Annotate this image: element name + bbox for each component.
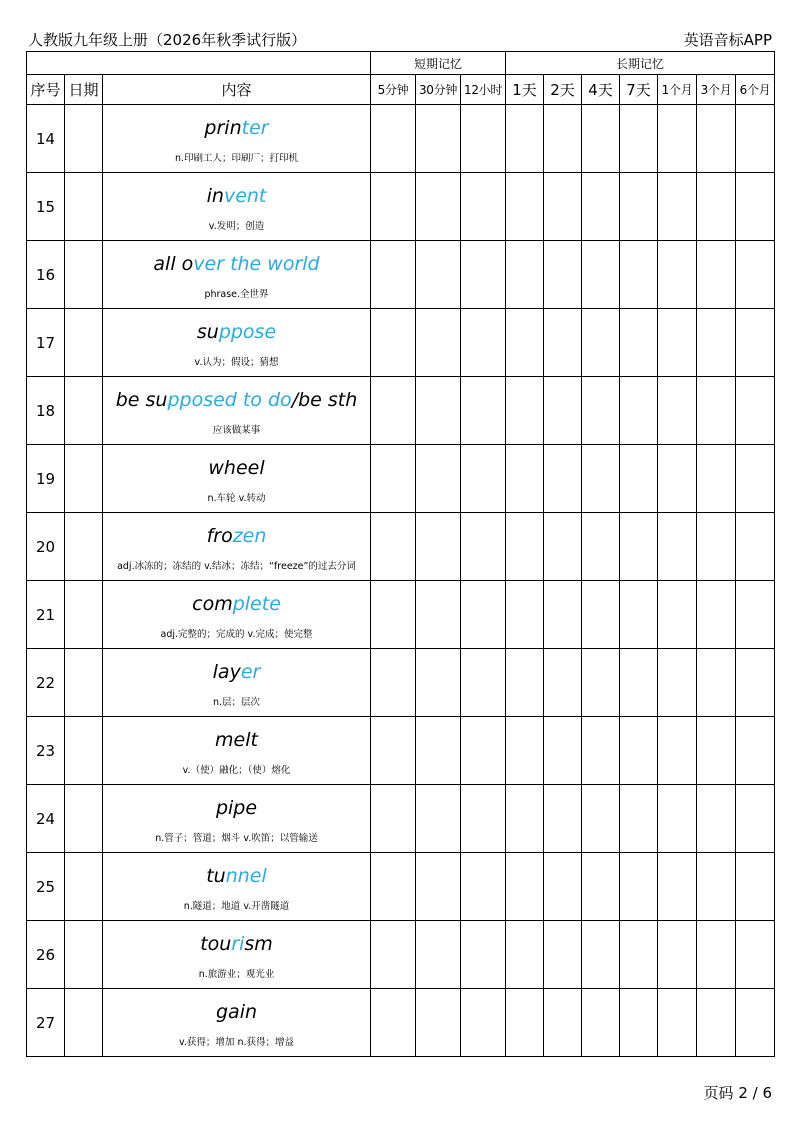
vocab-word xyxy=(103,455,370,481)
review-checkbox-cell[interactable] xyxy=(658,377,697,445)
review-checkbox-cell[interactable] xyxy=(736,445,775,513)
word-part: lay xyxy=(212,660,241,683)
vocab-meaning: 应该做某事 xyxy=(212,424,261,436)
review-checkbox-cell[interactable] xyxy=(658,717,697,785)
vocab-meaning: n.印刷工人；印刷厂；打印机 xyxy=(174,152,299,164)
date-cell[interactable] xyxy=(65,989,103,1057)
word-highlight: ter xyxy=(241,116,269,139)
review-checkbox-cell[interactable] xyxy=(658,581,697,649)
review-checkbox-cell[interactable] xyxy=(416,309,461,377)
review-checkbox-cell[interactable] xyxy=(506,921,544,989)
row-number: 25 xyxy=(27,853,65,921)
date-cell[interactable] xyxy=(65,853,103,921)
word-part: tou xyxy=(200,932,232,955)
word-part: su xyxy=(196,320,219,343)
word-highlight: ppose xyxy=(218,320,277,343)
review-checkbox-cell[interactable] xyxy=(736,309,775,377)
review-checkbox-cell[interactable] xyxy=(736,173,775,241)
review-checkbox-cell[interactable] xyxy=(416,785,461,853)
vocab-word xyxy=(103,387,370,413)
review-checkbox-cell[interactable] xyxy=(582,445,620,513)
vocab-word xyxy=(103,251,370,277)
review-checkbox-cell[interactable] xyxy=(506,309,544,377)
review-checkbox-cell[interactable] xyxy=(582,989,620,1057)
review-checkbox-cell[interactable] xyxy=(736,581,775,649)
review-checkbox-cell[interactable] xyxy=(736,785,775,853)
row-number: 18 xyxy=(27,377,65,445)
review-checkbox-cell[interactable] xyxy=(582,241,620,309)
word-part: /be sth xyxy=(291,388,358,411)
vocab-meaning: n.隧道；地道 v.开凿隧道 xyxy=(183,900,290,912)
content-cell xyxy=(103,989,371,1057)
review-checkbox-cell[interactable] xyxy=(416,105,461,173)
review-checkbox-cell[interactable] xyxy=(416,513,461,581)
row-number: 14 xyxy=(27,105,65,173)
review-checkbox-cell[interactable] xyxy=(736,377,775,445)
review-checkbox-cell[interactable] xyxy=(620,241,658,309)
review-checkbox-cell[interactable] xyxy=(736,649,775,717)
review-checkbox-cell[interactable] xyxy=(371,173,416,241)
review-checkbox-cell[interactable] xyxy=(461,853,506,921)
vocab-word xyxy=(103,523,370,549)
review-checkbox-cell[interactable] xyxy=(461,785,506,853)
review-checkbox-cell[interactable] xyxy=(582,785,620,853)
review-checkbox-cell[interactable] xyxy=(697,581,736,649)
date-cell[interactable] xyxy=(65,785,103,853)
review-checkbox-cell[interactable] xyxy=(506,513,544,581)
review-checkbox-cell[interactable] xyxy=(461,581,506,649)
vocab-word xyxy=(103,931,370,957)
row-number: 15 xyxy=(27,173,65,241)
review-checkbox-cell[interactable] xyxy=(658,445,697,513)
review-checkbox-cell[interactable] xyxy=(371,717,416,785)
review-checkbox-cell[interactable] xyxy=(461,105,506,173)
review-checkbox-cell[interactable] xyxy=(461,377,506,445)
content-cell xyxy=(103,853,371,921)
review-checkbox-cell[interactable] xyxy=(697,445,736,513)
review-checkbox-cell[interactable] xyxy=(461,445,506,513)
review-checkbox-cell[interactable] xyxy=(620,377,658,445)
date-cell[interactable] xyxy=(65,513,103,581)
content-cell xyxy=(103,309,371,377)
date-cell[interactable] xyxy=(65,445,103,513)
review-checkbox-cell[interactable] xyxy=(697,173,736,241)
content-cell xyxy=(103,649,371,717)
word-part: fro xyxy=(206,524,233,547)
review-checkbox-cell[interactable] xyxy=(461,241,506,309)
review-checkbox-cell[interactable] xyxy=(658,513,697,581)
review-checkbox-cell[interactable] xyxy=(506,853,544,921)
review-checkbox-cell[interactable] xyxy=(582,513,620,581)
review-checkbox-cell[interactable] xyxy=(416,853,461,921)
vocab-word xyxy=(103,999,370,1025)
vocab-word xyxy=(103,659,370,685)
header-group-blank xyxy=(27,52,371,75)
header-group-row xyxy=(27,52,775,75)
vocab-meaning: n.车轮 v.转动 xyxy=(207,492,266,504)
review-checkbox-cell[interactable] xyxy=(658,105,697,173)
col-date-header: 日期 xyxy=(65,75,103,105)
row-number: 19 xyxy=(27,445,65,513)
review-checkbox-cell[interactable] xyxy=(544,173,582,241)
table-row xyxy=(27,105,775,173)
word-part: gain xyxy=(215,1000,258,1023)
vocabulary-review-table xyxy=(26,51,775,1057)
vocab-word xyxy=(103,115,370,141)
review-checkbox-cell[interactable] xyxy=(506,717,544,785)
review-checkbox-cell[interactable] xyxy=(416,445,461,513)
review-checkbox-cell[interactable] xyxy=(416,717,461,785)
vocab-word xyxy=(103,795,370,821)
review-checkbox-cell[interactable] xyxy=(371,649,416,717)
date-cell[interactable] xyxy=(65,921,103,989)
review-checkbox-cell[interactable] xyxy=(506,105,544,173)
vocab-word xyxy=(103,863,370,889)
review-checkbox-cell[interactable] xyxy=(371,581,416,649)
review-checkbox-cell[interactable] xyxy=(697,989,736,1057)
word-part: all o xyxy=(153,252,194,275)
vocab-meaning: v.认为；假设；猜想 xyxy=(194,356,279,368)
review-checkbox-cell[interactable] xyxy=(620,513,658,581)
review-checkbox-cell[interactable] xyxy=(697,513,736,581)
content-cell xyxy=(103,105,371,173)
review-checkbox-cell[interactable] xyxy=(582,921,620,989)
review-checkbox-cell[interactable] xyxy=(658,853,697,921)
table-row xyxy=(27,785,775,853)
table-row xyxy=(27,513,775,581)
review-checkbox-cell[interactable] xyxy=(582,309,620,377)
row-number: 17 xyxy=(27,309,65,377)
review-checkbox-cell[interactable] xyxy=(371,853,416,921)
review-checkbox-cell[interactable] xyxy=(506,445,544,513)
review-checkbox-cell[interactable] xyxy=(697,309,736,377)
date-cell[interactable] xyxy=(65,581,103,649)
col-2d-header: 2天 xyxy=(544,75,582,105)
date-cell[interactable] xyxy=(65,105,103,173)
col-5min-header: 5分钟 xyxy=(371,75,416,105)
review-checkbox-cell[interactable] xyxy=(582,105,620,173)
vocab-word xyxy=(103,319,370,345)
col-content-header: 内容 xyxy=(103,75,371,105)
review-checkbox-cell[interactable] xyxy=(461,513,506,581)
review-checkbox-cell[interactable] xyxy=(506,989,544,1057)
word-part: pipe xyxy=(215,796,258,819)
content-cell xyxy=(103,377,371,445)
review-checkbox-cell[interactable] xyxy=(461,649,506,717)
vocab-meaning: adj.完整的；完成的 v.完成；使完整 xyxy=(160,628,313,640)
review-checkbox-cell[interactable] xyxy=(697,853,736,921)
review-checkbox-cell[interactable] xyxy=(416,377,461,445)
review-checkbox-cell[interactable] xyxy=(544,717,582,785)
content-cell xyxy=(103,513,371,581)
table-row xyxy=(27,989,775,1057)
table-row xyxy=(27,377,775,445)
review-checkbox-cell[interactable] xyxy=(658,309,697,377)
review-checkbox-cell[interactable] xyxy=(544,989,582,1057)
review-checkbox-cell[interactable] xyxy=(697,921,736,989)
content-cell xyxy=(103,173,371,241)
review-checkbox-cell[interactable] xyxy=(582,581,620,649)
word-highlight: plete xyxy=(232,592,281,615)
review-checkbox-cell[interactable] xyxy=(544,241,582,309)
review-checkbox-cell[interactable] xyxy=(544,785,582,853)
review-checkbox-cell[interactable] xyxy=(736,241,775,309)
review-checkbox-cell[interactable] xyxy=(697,377,736,445)
word-highlight: pposed to do xyxy=(167,388,292,411)
review-checkbox-cell[interactable] xyxy=(620,717,658,785)
review-checkbox-cell[interactable] xyxy=(544,921,582,989)
table-row xyxy=(27,853,775,921)
date-cell[interactable] xyxy=(65,173,103,241)
review-checkbox-cell[interactable] xyxy=(658,921,697,989)
review-checkbox-cell[interactable] xyxy=(506,785,544,853)
review-checkbox-cell[interactable] xyxy=(461,717,506,785)
word-highlight: ver the world xyxy=(193,252,320,275)
row-number: 27 xyxy=(27,989,65,1057)
review-checkbox-cell[interactable] xyxy=(544,513,582,581)
review-checkbox-cell[interactable] xyxy=(371,785,416,853)
review-checkbox-cell[interactable] xyxy=(620,445,658,513)
review-checkbox-cell[interactable] xyxy=(697,785,736,853)
col-4d-header: 4天 xyxy=(582,75,620,105)
review-checkbox-cell[interactable] xyxy=(736,853,775,921)
word-part: in xyxy=(206,184,224,207)
review-checkbox-cell[interactable] xyxy=(736,921,775,989)
word-highlight: nnel xyxy=(225,864,267,887)
content-cell xyxy=(103,717,371,785)
table-row xyxy=(27,581,775,649)
review-checkbox-cell[interactable] xyxy=(506,649,544,717)
document-title: 人教版九年级上册（2026年秋季试行版） xyxy=(28,31,307,49)
review-checkbox-cell[interactable] xyxy=(658,989,697,1057)
table-row xyxy=(27,717,775,785)
col-seq-header: 序号 xyxy=(27,75,65,105)
vocab-meaning: v.（使）融化；（使）熔化 xyxy=(182,764,291,776)
row-number: 21 xyxy=(27,581,65,649)
review-checkbox-cell[interactable] xyxy=(416,649,461,717)
review-checkbox-cell[interactable] xyxy=(620,785,658,853)
review-checkbox-cell[interactable] xyxy=(582,173,620,241)
table-row xyxy=(27,309,775,377)
table-row xyxy=(27,445,775,513)
header-column-row xyxy=(27,75,775,105)
vocab-meaning: n.旅游业；观光业 xyxy=(198,968,275,980)
col-3m-header: 3个月 xyxy=(697,75,736,105)
review-checkbox-cell[interactable] xyxy=(658,785,697,853)
review-checkbox-cell[interactable] xyxy=(461,989,506,1057)
date-cell[interactable] xyxy=(65,377,103,445)
review-checkbox-cell[interactable] xyxy=(416,173,461,241)
review-checkbox-cell[interactable] xyxy=(736,989,775,1057)
review-checkbox-cell[interactable] xyxy=(416,581,461,649)
date-cell[interactable] xyxy=(65,717,103,785)
row-number: 26 xyxy=(27,921,65,989)
review-checkbox-cell[interactable] xyxy=(544,105,582,173)
word-highlight: ri xyxy=(231,932,245,955)
word-highlight: zen xyxy=(232,524,267,547)
row-number: 20 xyxy=(27,513,65,581)
review-checkbox-cell[interactable] xyxy=(544,581,582,649)
review-checkbox-cell[interactable] xyxy=(658,173,697,241)
review-checkbox-cell[interactable] xyxy=(697,649,736,717)
review-checkbox-cell[interactable] xyxy=(506,173,544,241)
review-checkbox-cell[interactable] xyxy=(658,241,697,309)
review-checkbox-cell[interactable] xyxy=(620,581,658,649)
word-highlight: er xyxy=(240,660,261,683)
vocab-word xyxy=(103,183,370,209)
review-checkbox-cell[interactable] xyxy=(506,377,544,445)
col-1m-header: 1个月 xyxy=(658,75,697,105)
review-checkbox-cell[interactable] xyxy=(461,921,506,989)
review-checkbox-cell[interactable] xyxy=(582,649,620,717)
review-checkbox-cell[interactable] xyxy=(736,105,775,173)
review-checkbox-cell[interactable] xyxy=(544,853,582,921)
content-cell xyxy=(103,445,371,513)
review-checkbox-cell[interactable] xyxy=(582,377,620,445)
date-cell[interactable] xyxy=(65,241,103,309)
review-checkbox-cell[interactable] xyxy=(371,445,416,513)
review-checkbox-cell[interactable] xyxy=(371,513,416,581)
review-checkbox-cell[interactable] xyxy=(544,377,582,445)
review-checkbox-cell[interactable] xyxy=(544,649,582,717)
review-checkbox-cell[interactable] xyxy=(371,309,416,377)
row-number: 22 xyxy=(27,649,65,717)
review-checkbox-cell[interactable] xyxy=(620,989,658,1057)
vocab-word xyxy=(103,591,370,617)
col-6m-header: 6个月 xyxy=(736,75,775,105)
review-checkbox-cell[interactable] xyxy=(506,241,544,309)
vocab-meaning: n.层；层次 xyxy=(212,696,261,708)
review-checkbox-cell[interactable] xyxy=(371,105,416,173)
review-checkbox-cell[interactable] xyxy=(506,581,544,649)
review-checkbox-cell[interactable] xyxy=(620,105,658,173)
content-cell xyxy=(103,785,371,853)
col-7d-header: 7天 xyxy=(620,75,658,105)
review-checkbox-cell[interactable] xyxy=(620,649,658,717)
review-checkbox-cell[interactable] xyxy=(371,241,416,309)
review-checkbox-cell[interactable] xyxy=(461,173,506,241)
review-checkbox-cell[interactable] xyxy=(544,445,582,513)
word-part: be su xyxy=(115,388,168,411)
content-cell xyxy=(103,921,371,989)
review-checkbox-cell[interactable] xyxy=(736,717,775,785)
header-short-term: 短期记忆 xyxy=(371,52,506,75)
review-checkbox-cell[interactable] xyxy=(620,173,658,241)
review-checkbox-cell[interactable] xyxy=(416,241,461,309)
review-checkbox-cell[interactable] xyxy=(697,241,736,309)
word-part: com xyxy=(192,592,233,615)
word-highlight: vent xyxy=(223,184,267,207)
vocab-word xyxy=(103,727,370,753)
date-cell[interactable] xyxy=(65,649,103,717)
table-row xyxy=(27,173,775,241)
table-row xyxy=(27,649,775,717)
col-30min-header: 30分钟 xyxy=(416,75,461,105)
content-cell xyxy=(103,581,371,649)
col-1d-header: 1天 xyxy=(506,75,544,105)
vocab-meaning: phrase.全世界 xyxy=(204,288,269,300)
review-checkbox-cell[interactable] xyxy=(697,105,736,173)
vocab-meaning: v.发明；创造 xyxy=(208,220,265,232)
word-part: prin xyxy=(204,116,242,139)
table-row xyxy=(27,921,775,989)
vocab-meaning: v.获得；增加 n.获得；增益 xyxy=(179,1036,294,1048)
row-number: 24 xyxy=(27,785,65,853)
review-checkbox-cell[interactable] xyxy=(582,853,620,921)
date-cell[interactable] xyxy=(65,309,103,377)
review-checkbox-cell[interactable] xyxy=(620,309,658,377)
table-row xyxy=(27,241,775,309)
review-checkbox-cell[interactable] xyxy=(658,649,697,717)
review-checkbox-cell[interactable] xyxy=(461,309,506,377)
review-checkbox-cell[interactable] xyxy=(416,989,461,1057)
review-checkbox-cell[interactable] xyxy=(416,921,461,989)
app-name: 英语音标APP xyxy=(683,31,772,49)
content-cell xyxy=(103,241,371,309)
review-checkbox-cell[interactable] xyxy=(371,921,416,989)
review-checkbox-cell[interactable] xyxy=(736,513,775,581)
word-part: wheel xyxy=(208,456,265,479)
review-checkbox-cell[interactable] xyxy=(620,921,658,989)
word-part: tu xyxy=(206,864,226,887)
page-number: 页码 2 / 6 xyxy=(703,1084,772,1102)
vocab-meaning: adj.冰冻的；冻结的 v.结冰；冻结；“freeze”的过去分词 xyxy=(117,560,356,572)
review-checkbox-cell[interactable] xyxy=(371,377,416,445)
review-checkbox-cell[interactable] xyxy=(371,989,416,1057)
word-part: sm xyxy=(244,932,273,955)
vocab-meaning: n.管子；管道；烟斗 v.吹笛；以管输送 xyxy=(155,832,318,844)
review-checkbox-cell[interactable] xyxy=(582,717,620,785)
review-checkbox-cell[interactable] xyxy=(620,853,658,921)
review-checkbox-cell[interactable] xyxy=(544,309,582,377)
col-12h-header: 12小时 xyxy=(461,75,506,105)
header-long-term: 长期记忆 xyxy=(506,52,775,75)
word-part: melt xyxy=(215,728,258,751)
review-checkbox-cell[interactable] xyxy=(697,717,736,785)
row-number: 16 xyxy=(27,241,65,309)
row-number: 23 xyxy=(27,717,65,785)
